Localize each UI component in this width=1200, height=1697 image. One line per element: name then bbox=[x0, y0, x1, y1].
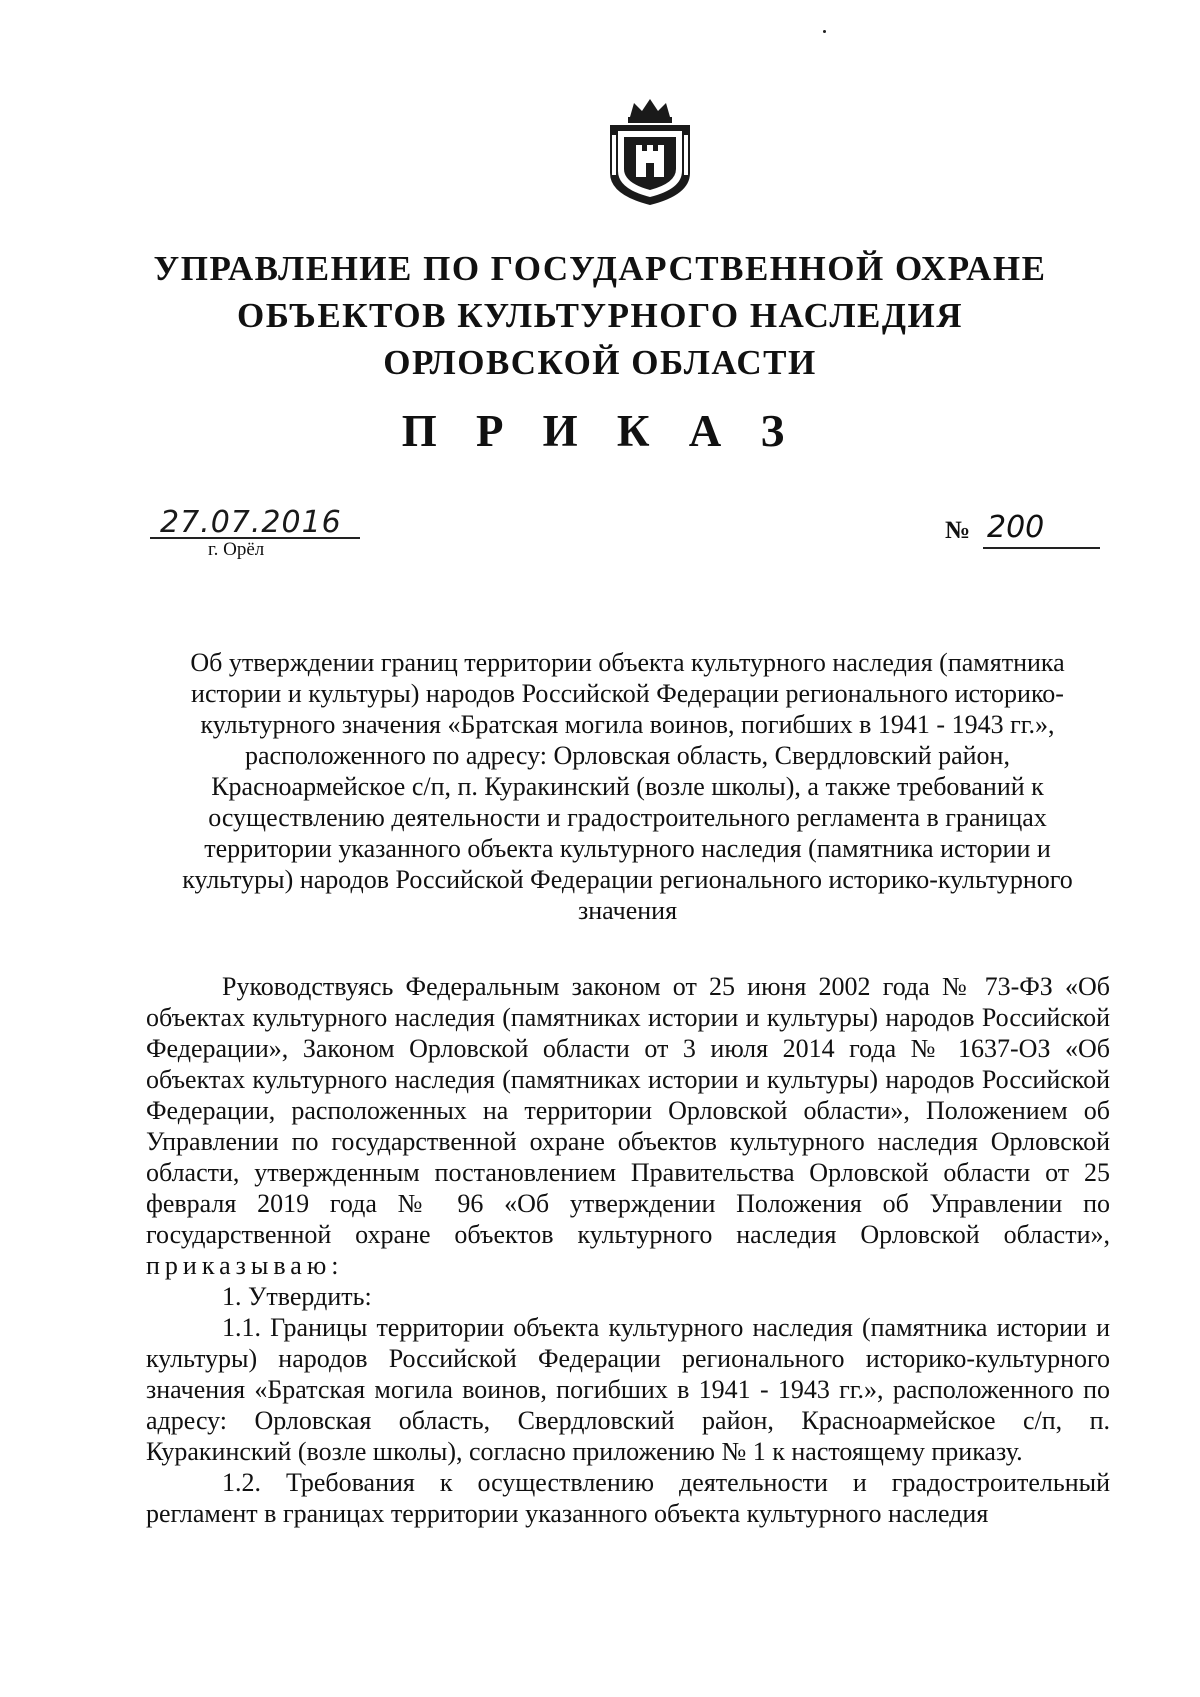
date-block bbox=[150, 505, 360, 561]
agency-heading-line: УПРАВЛЕНИЕ ПО ГОСУДАРСТВЕННОЙ ОХРАНЕ bbox=[153, 249, 1047, 288]
document-subject: Об утверждении границ территории объекта культурного наследия (памятника истории и культуры) народов Российской Федерации регионального историко-культурного значения «Братская могила воинов, погибших в 1941 - 1943 гг.», расположенного по адресу: Орловская область, Свердловский район, Красноармейское с/п, п. Куракинский (возле школы), а также требований к осуществлению деятельности и градостроительного регламента в границах территории указанного объекта культурного наследия (памятника истории и культуры) народов Российской Федерации регионального историко-культурного значения bbox=[182, 648, 1073, 925]
handwritten-number: 200 bbox=[987, 510, 1045, 545]
order-word: приказываю: bbox=[146, 1251, 344, 1280]
scan-speck bbox=[823, 30, 826, 33]
coat-of-arms-emblem bbox=[604, 95, 696, 207]
agency-heading bbox=[150, 245, 1050, 386]
agency-heading-line: ОБЪЕКТОВ КУЛЬТУРНОГО НАСЛЕДИЯ bbox=[237, 296, 963, 335]
handwritten-date: 27.07.2016 bbox=[160, 505, 342, 540]
preamble-paragraph bbox=[146, 971, 1110, 1281]
item-1-1: 1.1. Границы территории объекта культурного наследия (памятника истории и культуры) народов Российской Федерации регионального историко-культурного значения «Братская могила воинов, погибших в 1941 - 1943 гг.», расположенного по адресу: Орловская область, Свердловский район, Красноармейское с/п, п. Куракинский (возле школы), согласно приложению № 1 к настоящему приказу. bbox=[146, 1313, 1110, 1466]
number-underline bbox=[983, 547, 1100, 549]
document-body bbox=[146, 971, 1110, 1529]
city-label: г. Орёл bbox=[208, 539, 265, 560]
item-1: 1. Утвердить: bbox=[222, 1282, 372, 1311]
document-number-block bbox=[945, 510, 1100, 553]
number-sign: № bbox=[945, 517, 971, 544]
preamble-text: Руководствуясь Федеральным законом от 25 июня 2002 года № 73-ФЗ «Об объектах культурного наследия (памятниках истории и культуры) народов Российской Федерации», Законом Орловской области от 3 июля 2014 года № 1637-ОЗ «Об объектах культурного наследия (памятниках истории и культуры) народов Российской Федерации, расположенных на территории Орловской области», Положением об Управлении по государственной охране объектов культурного наследия Орловской области, утвержденным постановлением Правительства Орловской области от 25 февраля 2019 года № 96 «Об утверждении Положения об Управлении по государственной охране объектов культурного наследия Орловской области», bbox=[146, 972, 1110, 1249]
document-type-title: П Р И К А З bbox=[401, 406, 799, 456]
item-1-2: 1.2. Требования к осуществлению деятельности и градостроительный регламент в границах территории указанного объекта культурного наследия bbox=[146, 1468, 1110, 1528]
agency-heading-line: ОРЛОВСКОЙ ОБЛАСТИ bbox=[383, 343, 817, 382]
